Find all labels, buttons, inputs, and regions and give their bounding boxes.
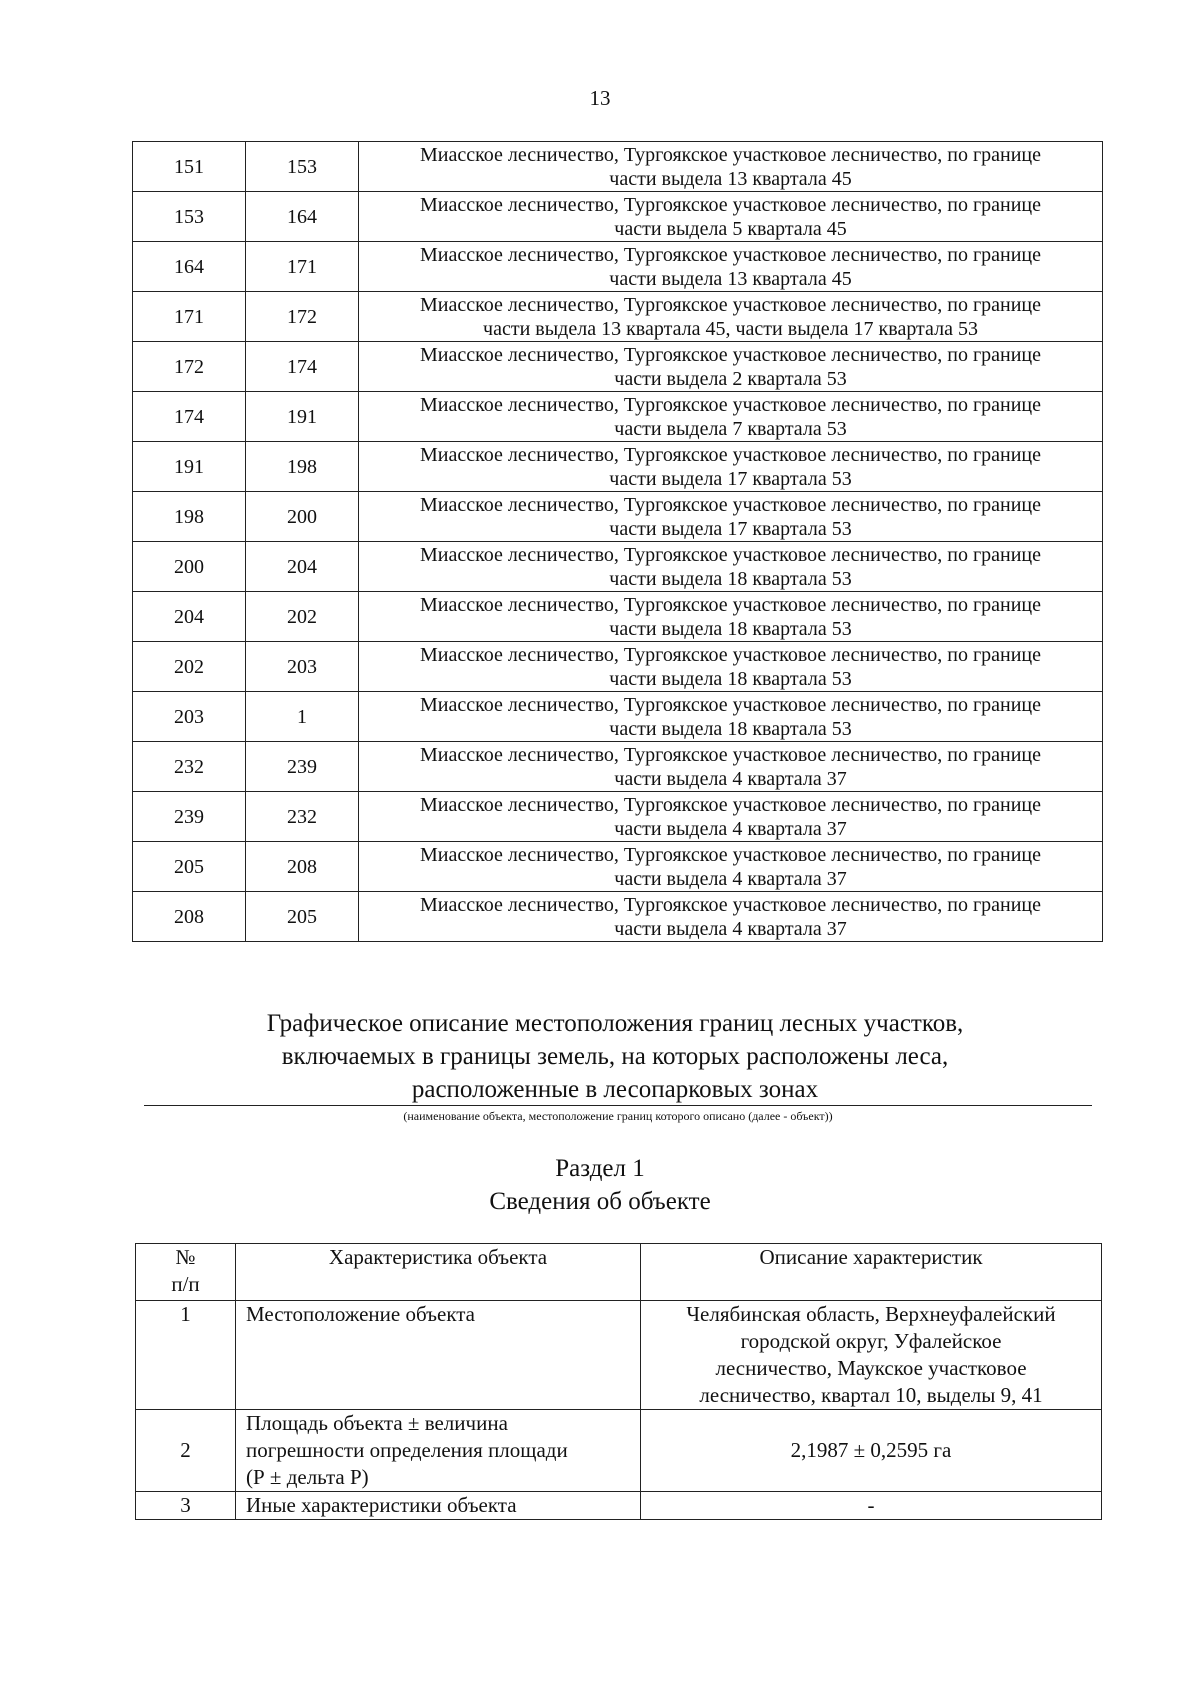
to-point: 208 <box>246 842 359 892</box>
characteristic-cell <box>236 1492 641 1520</box>
boundary-description <box>359 542 1103 592</box>
description-line-1: Миасское лесничество, Тургоякское участковое лесничество, по границе <box>419 293 1042 316</box>
table-row <box>133 742 1103 792</box>
description-line-1: Миасское лесничество, Тургоякское участковое лесничество, по границе <box>419 443 1042 466</box>
to-point: 171 <box>246 242 359 292</box>
from-point: 203 <box>133 692 246 742</box>
description-line-2: части выдела 13 квартала 45 <box>609 267 852 290</box>
to-point: 202 <box>246 592 359 642</box>
info-table-header <box>136 1244 1102 1301</box>
row-number: 2 <box>136 1410 236 1492</box>
section-subtitle: Сведения об объекте <box>489 1188 711 1215</box>
info-row <box>136 1301 1102 1410</box>
table-row <box>133 892 1103 942</box>
from-point: 208 <box>133 892 246 942</box>
table-row <box>133 542 1103 592</box>
description-cell <box>641 1410 1102 1492</box>
row-number: 1 <box>136 1301 236 1410</box>
section-title <box>0 1152 1200 1218</box>
from-point: 232 <box>133 742 246 792</box>
to-point: 153 <box>246 142 359 192</box>
from-point: 172 <box>133 342 246 392</box>
heading-line-2: включаемых в границы земель, на которых расположены леса, <box>281 1043 949 1070</box>
description-line-1: Миасское лесничество, Тургоякское участковое лесничество, по границе <box>419 243 1042 266</box>
boundary-description <box>359 642 1103 692</box>
table-row <box>133 592 1103 642</box>
characteristic-line: Местоположение объекта <box>246 1302 476 1326</box>
heading-line-3: расположенные в лесопарковых зонах <box>411 1076 819 1103</box>
to-point: 164 <box>246 192 359 242</box>
table-row <box>133 192 1103 242</box>
characteristic-line: погрешности определения площади <box>246 1438 568 1462</box>
from-point: 171 <box>133 292 246 342</box>
table-row <box>133 792 1103 842</box>
from-point: 205 <box>133 842 246 892</box>
object-caption: (наименование объекта, местоположение границ которого описано (далее - объект)) <box>403 1109 833 1123</box>
boundary-description <box>359 492 1103 542</box>
header-characteristic: Характеристика объекта <box>236 1244 641 1301</box>
header-num <box>136 1244 236 1301</box>
to-point: 205 <box>246 892 359 942</box>
boundary-description <box>359 742 1103 792</box>
table-row <box>133 692 1103 742</box>
from-point: 198 <box>133 492 246 542</box>
heading-underline <box>144 1105 1092 1106</box>
header-num-line-1: № <box>175 1245 196 1269</box>
heading-line-1: Графическое описание местоположения границ лесных участков, <box>266 1010 964 1037</box>
header-description: Описание характеристик <box>641 1244 1102 1301</box>
description-line: городской округ, Уфалейское <box>740 1329 1002 1353</box>
boundary-description <box>359 592 1103 642</box>
table-row <box>133 492 1103 542</box>
description-line: 2,1987 ± 0,2595 га <box>790 1438 952 1462</box>
to-point: 203 <box>246 642 359 692</box>
characteristic-line: Иные характеристики объекта <box>246 1493 517 1517</box>
description-line-2: части выдела 17 квартала 53 <box>609 467 852 490</box>
boundary-description <box>359 792 1103 842</box>
table-row <box>133 642 1103 692</box>
boundary-description <box>359 692 1103 742</box>
description-line-2: части выдела 18 квартала 53 <box>609 617 852 640</box>
from-point: 239 <box>133 792 246 842</box>
description-line: Челябинская область, Верхнеуфалейский <box>686 1302 1056 1326</box>
header-num-line-2: п/п <box>171 1272 200 1296</box>
table-row <box>133 442 1103 492</box>
boundary-description <box>359 342 1103 392</box>
description-line-2: части выдела 2 квартала 53 <box>614 367 847 390</box>
boundary-description <box>359 392 1103 442</box>
description-line-2: части выдела 18 квартала 53 <box>609 667 852 690</box>
boundary-table <box>132 141 1103 942</box>
description-line-1: Миасское лесничество, Тургоякское участковое лесничество, по границе <box>419 143 1042 166</box>
characteristic-line: (Р ± дельта Р) <box>246 1465 369 1489</box>
to-point: 239 <box>246 742 359 792</box>
from-point: 204 <box>133 592 246 642</box>
from-point: 151 <box>133 142 246 192</box>
table-row <box>133 142 1103 192</box>
description-line-1: Миасское лесничество, Тургоякское участковое лесничество, по границе <box>419 493 1042 516</box>
info-row <box>136 1492 1102 1520</box>
description-line-1: Миасское лесничество, Тургоякское участковое лесничество, по границе <box>419 543 1042 566</box>
boundary-description <box>359 892 1103 942</box>
info-row <box>136 1410 1102 1492</box>
to-point: 204 <box>246 542 359 592</box>
table-row <box>133 342 1103 392</box>
from-point: 202 <box>133 642 246 692</box>
description-line-2: части выдела 4 квартала 37 <box>614 917 847 940</box>
description-cell <box>641 1301 1102 1410</box>
description-line-1: Миасское лесничество, Тургоякское участковое лесничество, по границе <box>419 743 1042 766</box>
description-line-2: части выдела 13 квартала 45, части выдела 17 квартала 53 <box>483 317 978 340</box>
description-line-2: части выдела 17 квартала 53 <box>609 517 852 540</box>
description-cell <box>641 1492 1102 1520</box>
description-line-2: части выдела 4 квартала 37 <box>614 867 847 890</box>
table-row <box>133 392 1103 442</box>
to-point: 232 <box>246 792 359 842</box>
boundary-description <box>359 292 1103 342</box>
description-line: - <box>867 1493 875 1517</box>
description-line-1: Миасское лесничество, Тургоякское участковое лесничество, по границе <box>419 793 1042 816</box>
object-info-table <box>135 1243 1102 1520</box>
description-line-2: части выдела 5 квартала 45 <box>614 217 847 240</box>
from-point: 153 <box>133 192 246 242</box>
to-point: 172 <box>246 292 359 342</box>
from-point: 174 <box>133 392 246 442</box>
document-heading <box>140 1007 1090 1106</box>
to-point: 198 <box>246 442 359 492</box>
description-line-2: части выдела 4 квартала 37 <box>614 767 847 790</box>
boundary-description <box>359 442 1103 492</box>
description-line-1: Миасское лесничество, Тургоякское участковое лесничество, по границе <box>419 193 1042 216</box>
description-line-2: части выдела 7 квартала 53 <box>614 417 847 440</box>
boundary-description <box>359 242 1103 292</box>
boundary-description <box>359 142 1103 192</box>
description-line-1: Миасское лесничество, Тургоякское участковое лесничество, по границе <box>419 893 1042 916</box>
description-line-1: Миасское лесничество, Тургоякское участковое лесничество, по границе <box>419 843 1042 866</box>
boundary-table-body <box>133 142 1103 942</box>
description-line-2: части выдела 4 квартала 37 <box>614 817 847 840</box>
description-line-2: части выдела 18 квартала 53 <box>609 717 852 740</box>
to-point: 191 <box>246 392 359 442</box>
boundary-description <box>359 192 1103 242</box>
from-point: 164 <box>133 242 246 292</box>
characteristic-line: Площадь объекта ± величина <box>246 1411 508 1435</box>
to-point: 200 <box>246 492 359 542</box>
row-number: 3 <box>136 1492 236 1520</box>
description-line-1: Миасское лесничество, Тургоякское участковое лесничество, по границе <box>419 643 1042 666</box>
info-table-body <box>136 1301 1102 1520</box>
description-line-2: части выдела 13 квартала 45 <box>609 167 852 190</box>
description-line: лесничество, Маукское участковое <box>715 1356 1027 1380</box>
description-line-1: Миасское лесничество, Тургоякское участковое лесничество, по границе <box>419 343 1042 366</box>
description-line-1: Миасское лесничество, Тургоякское участковое лесничество, по границе <box>419 593 1042 616</box>
section-number: Раздел 1 <box>555 1155 645 1182</box>
description-line-1: Миасское лесничество, Тургоякское участковое лесничество, по границе <box>419 693 1042 716</box>
from-point: 191 <box>133 442 246 492</box>
description-line: лесничество, квартал 10, выделы 9, 41 <box>699 1383 1043 1407</box>
to-point: 1 <box>246 692 359 742</box>
from-point: 200 <box>133 542 246 592</box>
description-line-1: Миасское лесничество, Тургоякское участковое лесничество, по границе <box>419 393 1042 416</box>
to-point: 174 <box>246 342 359 392</box>
table-row <box>133 842 1103 892</box>
boundary-description <box>359 842 1103 892</box>
table-row <box>133 292 1103 342</box>
page-number: 13 <box>589 86 611 110</box>
characteristic-cell <box>236 1410 641 1492</box>
table-row <box>133 242 1103 292</box>
characteristic-cell <box>236 1301 641 1410</box>
description-line-2: части выдела 18 квартала 53 <box>609 567 852 590</box>
